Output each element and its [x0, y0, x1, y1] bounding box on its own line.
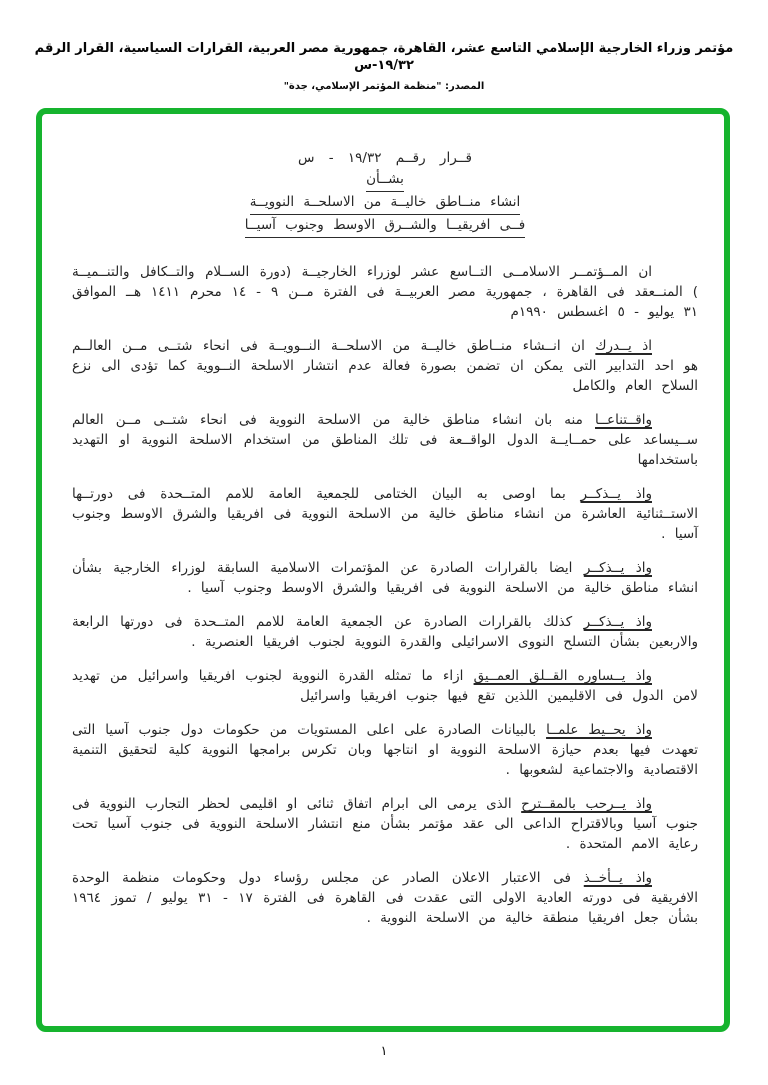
scanned-document-body: [42, 114, 724, 928]
resolution-number-line: قــرار رقــم ١٩/٣٢ - س: [297, 150, 473, 166]
paragraph-recognizing: اذ يــدرك ان انــشاء منــاطق خاليــة من الاسلحــة النــوويــة فى انحاء شتــى مــن العالــم هو احد التدابير التى يمكن ان تضمن بصورة فعالة عدم انتشار الاسلحة النــووية كما تؤدى الى نزع السلاح العام والكامل: [72, 338, 698, 394]
paragraph-recalling-un-session: واذ يــذكــر بما اوصى به البيان الختامى للجمعية العامة للامم المتــحدة فى دورتــها الاستــثنائية العاشرة من انشاء مناطق خالية من الاسلحة النووية فى افريقيا والشرق الاوسط وجنوب آسيا .: [72, 486, 698, 542]
paragraph-considering-oau-declaration: واذ يــأخــذ فى الاعتبار الاعلان الصادر عن مجلس رؤساء دول وحكومات منظمة الوحدة الافريقية فى دورته العادية الاولى التى عقدت فى القاهرة فى الفترة ١٧ - ٣١ يوليو / تموز ١٩٦٤ بشأن جعل افريقيا منطقة خالية من الاسلحة النووية .: [72, 870, 698, 926]
resolution-subject-line2: فــى افريقيــا والشــرق الاوسط وجنوب آسيــا: [72, 215, 698, 238]
paragraph-deep-concern: واذ يــساوره القــلق العمــيق ازاء ما تمثله القدرة النووية لجنوب افريقيا واسرائيل من تهديد لامن الدول فى الاقليمين اللذين تقع فيها جنوب افريقيا واسرائيل: [72, 668, 698, 704]
paragraph-convinced: واقــتناعــا منه بان انشاء مناطق خالية من الاسلحة النووية فى انحاء شتــى مــن العالم ســيساعد على حمــايــة الدول الواقــعة فى تلك المناطق من استخدام الاسلحة النووية او التهديد باستخدامها: [72, 412, 698, 468]
document-header-source: المصدر: "منظمة المؤتمر الإسلامي، جدة": [283, 81, 485, 92]
paragraph-recalling-ga-resolutions: واذ يــذكــر كذلك بالقرارات الصادرة عن الجمعية العامة للامم المتــحدة فى دورتها الرابعة والاربعين بشأن التسلح النووى الاسرائيلى والقدرة النووية لجنوب افريقيا العنصرية .: [72, 614, 698, 650]
paragraph-taking-note: واذ يحــيط علمــا بالبيانات الصادرة على اعلى المستويات من حكومات دول جنوب آسيا التى تعهدت فيها بعدم حيازة الاسلحة النووية او انتاجها وبان تكرس برامجها النووية كلية لتحقيق التنمية الاقتصادية والاجتماعية لشعوبها .: [72, 722, 698, 778]
resolution-subject-line1: انشاء منــاطق خاليــة من الاسلحــة النوويــة: [72, 192, 698, 215]
document-header: [0, 0, 768, 92]
paragraph-preamble: ان المــؤتمــر الاسلامــى التــاسع عشر لوزراء الخارجيــة (دورة الســلام والتــكافل والتنــميــة ) المنــعقد فى القاهرة ، جمهورية مصر العربيــة فى الفترة مــن ٩ - ١٤ محرم ١٤١١ هــ الموافق ٣١ يوليو - ٥ اغسطس ١٩٩٠م: [72, 264, 698, 320]
paragraph-recalling-islamic-conferences: واذ يــذكــر ايضا بالقرارات الصادرة عن المؤتمرات الاسلامية السابقة لوزراء الخارجية بشأن انشاء مناطق خالية من الاسلحة النووية فى افريقيا والشرق الاوسط وجنوب آسيا .: [72, 560, 698, 596]
resolution-title-block: [72, 148, 698, 238]
paragraph-welcoming-proposal: واذ يــرحب بالمقــترح الذى يرمى الى ابرام اتفاق ثنائى او اقليمى لحظر التجارب النووية فى جنوب آسيا وبالاقتراح الداعى الى عقد مؤتمر بشأن منع انتشار الاسلحة النووية فى جنوب آسيا تحت رعاية الامم المتحدة .: [72, 796, 698, 852]
scanned-document-frame: [36, 108, 730, 1032]
page-number: ١: [380, 1044, 388, 1059]
document-header-title: مؤتمر وزراء الخارجية الإسلامي التاسع عشر، القاهرة، جمهورية مصر العربية، القرارات السياسية، القرار الرقم ١٩/٣٢-س: [34, 41, 734, 73]
resolution-subject-word: بشــأن: [72, 169, 698, 192]
